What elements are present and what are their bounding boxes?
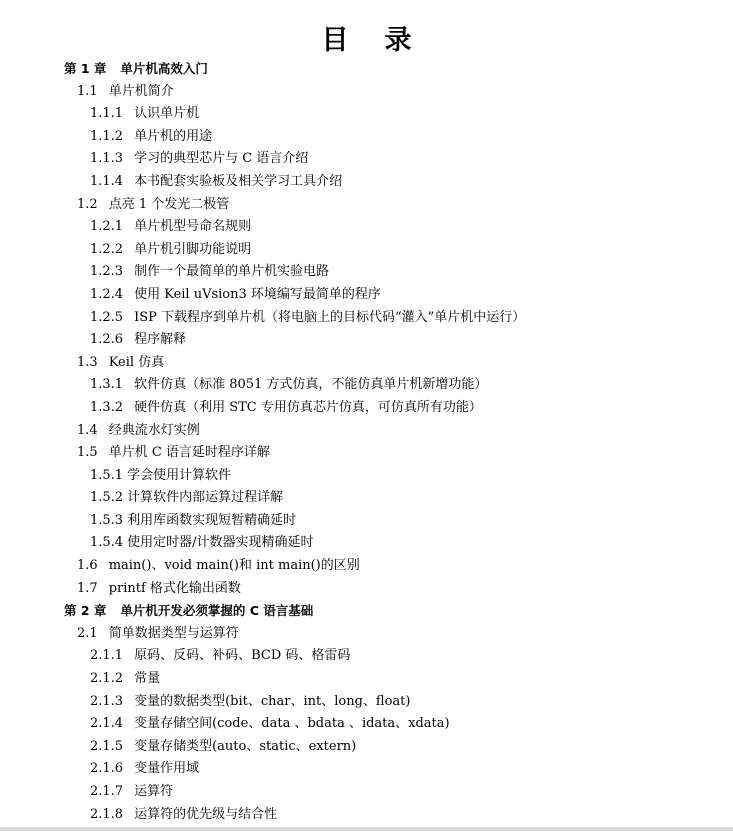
toc-entry-text: 软件仿真（标准 8051 方式仿真，不能仿真单片机新增功能） — [134, 377, 488, 393]
toc-entry-text: 学会使用计算软件 — [127, 467, 232, 483]
toc-entry-text: main()、void main()和 int main()的区别 — [108, 558, 360, 574]
toc-entry[interactable] — [0, 713, 733, 736]
toc-entry[interactable] — [0, 103, 733, 126]
toc-entry-number: 2.1.7 — [90, 784, 124, 799]
toc-entry[interactable] — [0, 487, 733, 510]
toc-entry[interactable] — [0, 578, 733, 601]
toc-entry-text: 使用 Keil uVsion3 环境编写最简单的程序 — [134, 286, 381, 302]
toc-entry-text: 单片机的用途 — [134, 128, 213, 144]
toc-entry[interactable] — [0, 442, 733, 465]
toc-entry[interactable] — [0, 352, 733, 375]
toc-entry-text: 单片机高效入门 — [120, 61, 208, 76]
toc-entry[interactable] — [0, 555, 733, 578]
toc-entry-list — [0, 58, 733, 826]
toc-entry-text: 制作一个最简单的单片机实验电路 — [134, 264, 330, 280]
toc-chapter-entry[interactable] — [0, 58, 733, 81]
toc-entry-number: 第 1 章 — [64, 61, 107, 76]
toc-entry[interactable] — [0, 781, 733, 804]
toc-entry-text: 变量作用域 — [134, 761, 200, 777]
toc-entry[interactable] — [0, 194, 733, 217]
toc-entry-text: 单片机简介 — [108, 83, 174, 99]
toc-entry-text: 变量存储类型(auto、static、extern) — [134, 738, 357, 754]
toc-entry[interactable] — [0, 420, 733, 443]
toc-entry-number: 1.6 — [77, 558, 98, 574]
toc-entry-number: 2.1.8 — [90, 806, 124, 822]
toc-entry-number: 2.1.4 — [90, 716, 124, 732]
toc-entry-number: 1.1.4 — [90, 173, 124, 189]
toc-entry-number: 1.2.6 — [90, 332, 124, 348]
toc-entry[interactable] — [0, 645, 733, 668]
toc-entry[interactable] — [0, 126, 733, 149]
toc-entry-number: 1.2.4 — [90, 286, 124, 302]
toc-entry-number: 1.2.3 — [90, 264, 124, 280]
toc-entry-number: 2.1.6 — [90, 761, 124, 777]
toc-entry[interactable] — [0, 239, 733, 262]
page-title — [0, 18, 733, 57]
page-bottom-edge — [0, 827, 733, 831]
toc-chapter-entry[interactable] — [0, 600, 733, 623]
toc-entry[interactable] — [0, 804, 733, 827]
toc-entry-number: 1.3 — [77, 354, 98, 370]
toc-entry-text: printf 格式化输出函数 — [108, 580, 241, 596]
toc-entry[interactable] — [0, 510, 733, 533]
toc-entry-number: 2.1.5 — [90, 738, 124, 754]
toc-entry-number: 1.2.5 — [90, 309, 124, 325]
toc-entry[interactable] — [0, 691, 733, 714]
toc-entry-number: 2.1.1 — [90, 648, 124, 664]
toc-entry-number: 2.1.3 — [90, 693, 124, 709]
toc-entry-number: 第 2 章 — [64, 603, 107, 619]
toc-entry[interactable] — [0, 758, 733, 781]
toc-entry-number: 1.3.2 — [90, 399, 124, 415]
toc-entry-text: 变量存储空间(code、data 、bdata 、idata、xdata) — [134, 716, 450, 732]
toc-entry-number: 1.1 — [77, 83, 98, 99]
toc-entry-text: 点亮 1 个发光二极管 — [108, 196, 230, 212]
title-char-2: 录 — [384, 25, 412, 56]
toc-entry-text: 运算符 — [134, 784, 174, 799]
toc-entry-text: 单片机 C 语言延时程序详解 — [108, 445, 270, 461]
toc-entry-number: 2.1 — [77, 625, 98, 641]
toc-entry-text: 程序解释 — [134, 332, 187, 348]
toc-entry-text: Keil 仿真 — [108, 354, 165, 370]
toc-entry-text: 运算符的优先级与结合性 — [134, 806, 278, 822]
toc-entry[interactable] — [0, 668, 733, 691]
toc-entry-number: 1.4 — [77, 422, 98, 438]
toc-entry[interactable] — [0, 216, 733, 239]
toc-entry-number: 1.1.3 — [90, 151, 124, 167]
toc-entry-number: 1.5.1 — [90, 467, 124, 483]
toc-entry-number: 1.5 — [77, 445, 98, 461]
toc-entry[interactable] — [0, 307, 733, 330]
toc-entry[interactable] — [0, 329, 733, 352]
toc-entry-number: 1.7 — [77, 580, 98, 596]
toc-entry-text: 利用库函数实现短暂精确延时 — [127, 512, 297, 528]
toc-entry-text: 经典流水灯实例 — [108, 422, 200, 438]
toc-entry-number: 1.5.3 — [90, 512, 124, 528]
toc-entry[interactable] — [0, 374, 733, 397]
toc-entry[interactable] — [0, 81, 733, 104]
toc-entry-number: 1.1.1 — [90, 106, 124, 122]
toc-entry-text: 本书配套实验板及相关学习工具介绍 — [134, 173, 343, 189]
title-char-1: 目 — [321, 25, 349, 56]
toc-entry-text: 简单数据类型与运算符 — [108, 625, 239, 641]
toc-entry-text: 认识单片机 — [134, 106, 200, 122]
toc-entry-text: 学习的典型芯片与 C 语言介绍 — [134, 151, 309, 167]
toc-entry-text: ISP 下载程序到单片机（将电脑上的目标代码“灌入”单片机中运行） — [134, 309, 526, 325]
toc-entry-text: 原码、反码、补码、BCD 码、格雷码 — [134, 648, 351, 664]
toc-entry-number: 1.5.2 — [90, 490, 124, 506]
toc-entry-number: 1.2.2 — [90, 241, 124, 257]
toc-entry-number: 1.5.4 — [90, 535, 124, 551]
toc-entry-text: 单片机引脚功能说明 — [134, 241, 252, 257]
toc-entry-text: 计算软件内部运算过程详解 — [127, 490, 284, 506]
toc-entry-number: 1.2 — [77, 196, 98, 212]
toc-entry[interactable] — [0, 397, 733, 420]
toc-entry[interactable] — [0, 736, 733, 759]
toc-entry[interactable] — [0, 261, 733, 284]
toc-entry[interactable] — [0, 532, 733, 555]
toc-entry-text: 常量 — [134, 671, 161, 687]
toc-entry[interactable] — [0, 623, 733, 646]
toc-entry[interactable] — [0, 171, 733, 194]
toc-entry[interactable] — [0, 284, 733, 307]
toc-entry-text: 硬件仿真（利用 STC 专用仿真芯片仿真，可仿真所有功能） — [134, 399, 482, 415]
toc-entry-number: 1.1.2 — [90, 128, 124, 144]
toc-entry-text: 使用定时器/计数器实现精确延时 — [127, 535, 314, 551]
toc-entry-number: 1.3.1 — [90, 377, 124, 393]
toc-entry-number: 1.2.1 — [90, 219, 124, 235]
toc-entry[interactable] — [0, 465, 733, 488]
toc-entry-text: 变量的数据类型(bit、char、int、long、float) — [134, 693, 411, 709]
toc-entry-text: 单片机型号命名规则 — [134, 219, 252, 235]
toc-entry-number: 2.1.2 — [90, 671, 124, 687]
toc-entry-text: 单片机开发必须掌握的 C 语言基础 — [120, 603, 314, 619]
toc-entry[interactable] — [0, 148, 733, 171]
